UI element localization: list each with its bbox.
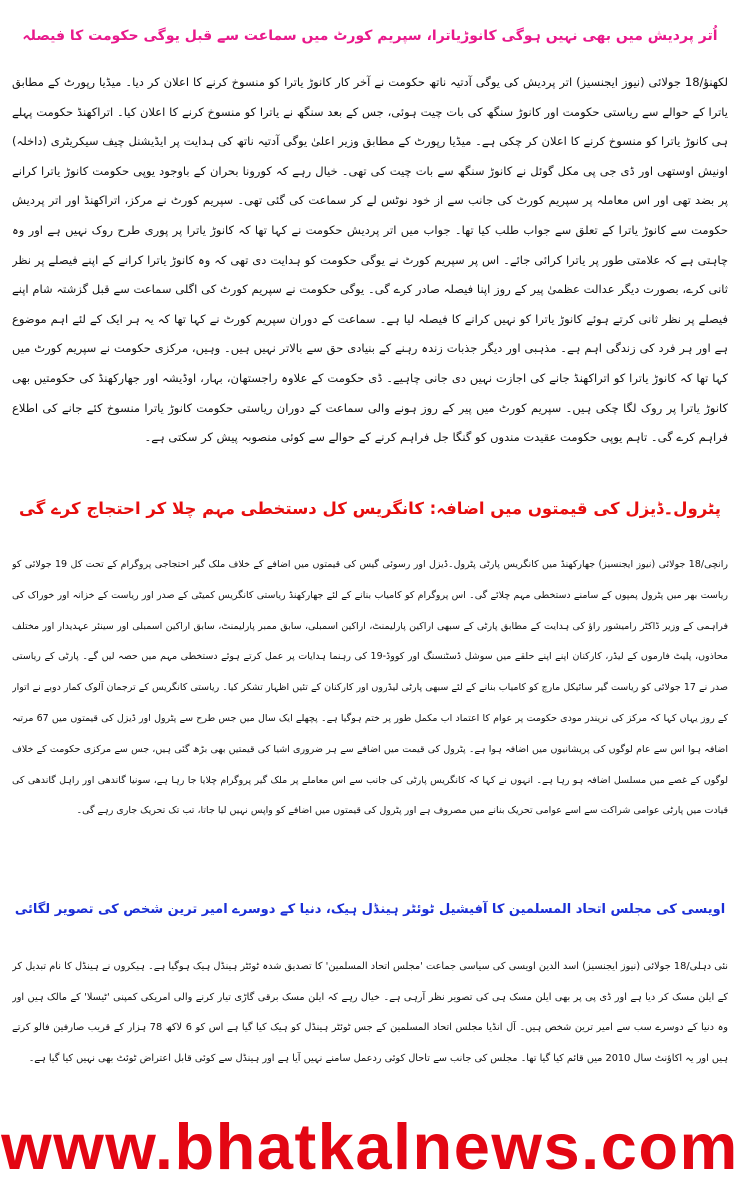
article1-headline: اُتر پردیش میں بھی نہیں ہوگی کانوڑیاترا، سپریم کورٹ میں سماعت سے قبل یوگی حکومت کا فیصلہ (22, 28, 718, 44)
article3-body: نئی دہلی/18 جولائی (نیوز ایجنسیز) اسد الدین اویسی کی سیاسی جماعت 'مجلس اتحاد المسلمین' کا تصدیق شدہ ٹوئٹر ہینڈل ہیک ہوگیا ہے۔ ہیکروں نے ہینڈل کا نام تبدیل کر کے ایلن مسک کر دیا ہے اور ڈی پی پر بھی ایلن مسک ہی کی تصویر نظر آرہی ہے۔ خیال رہے کہ ایلن مسک برقی گاڑی تیار کرنے والی امریکی کمپنی 'ٹیسلا' کے مالک ہیں اور وہ دنیا کے دوسرے سب سے امیر ترین شخص ہیں۔ آل انڈیا مجلس اتحاد المسلمین کے جس ٹوئٹر ہینڈل کو ہیک کیا گیا ہے اس کو 6 لاکھ 78 ہزار کے قریب صارفین فالو کرتے ہیں اور یہ اکاؤنٹ سال 2010 میں قائم کیا گیا تھا۔ مجلس کی جانب سے تاحال کوئی ردعمل سامنے نہیں آیا ہے اور ہینڈل سے کوئی قابل اعتراض ٹوئٹ بھی نہیں کیا گیا ہے۔ (12, 961, 728, 1064)
article2-headline: پٹرول۔ڈیزل کی قیمتوں میں اضافہ: کانگریس کل دستخطی مہم چلا کر احتجاج کرے گی (19, 499, 721, 518)
site-url-footer: www.bhatkalnews.com (1, 1112, 739, 1182)
article3-headline: اویسی کی مجلس اتحاد المسلمین کا آفیشیل ٹوئٹر ہینڈل ہیک، دنیا کے دوسرے امیر ترین شخص کی تصویر لگائی (14, 902, 726, 917)
article1-body: لکھنؤ/18 جولائی (نیوز ایجنسیز) اتر پردیش کی یوگی آدتیہ ناتھ حکومت نے آخر کار کانوڑ یاترا کو منسوخ کرنے کا اعلان کر دیا۔ میڈیا رپورٹ کے مطابق یاترا کے حوالے سے ریاستی حکومت اور کانوڑ سنگھ کی بات چیت ہوئی، جس کے بعد سنگھ نے یاترا کو منسوخ کرنے کا اعلان کیا۔ اتراکھنڈ حکومت پہلے ہی کانوڑ یاترا کو منسوخ کرنے کا اعلان کر چکی ہے۔ میڈیا رپورٹ کے مطابق وزیر اعلیٰ یوگی آدتیہ ناتھ کی ہدایت پر ایڈیشنل چیف سیکریٹری (داخلہ) اونیش اوستھی اور ڈی جی پی مکل گوئل نے کانوڑ سنگھ سے بات چیت کی تھی۔ خیال رہے کہ کورونا بحران کے باوجود یوپی حکومت کانوڑ یاترا کرانے پر بضد تھی اور اس معاملہ پر سپریم کورٹ کی جانب سے از خود نوٹس لے کر سماعت کی گئی تھی۔ سپریم کورٹ نے مرکز، اتراکھنڈ اور اتر پردیش حکومت سے کانوڑ یاترا کے تعلق سے جواب طلب کیا تھا۔ جواب میں اتر پردیش حکومت نے کہا تھا کہ کانوڑ یاترا پر پوری طرح روک نہیں ہے اور وہ چاہتی ہے کہ علامتی طور پر یاترا کرائی جائے۔ اس پر سپریم کورٹ نے یوگی حکومت کو ہدایت دی تھی کہ وہ کانوڑ یاترا کرانے کے اپنے فیصلے پر نظر ثانی کرے، بصورت دیگر عدالت عظمیٰ پیر کے روز اپنا فیصلہ صادر کرے گی۔ یوگی حکومت نے سپریم کورٹ کی اگلی سماعت سے قبل گزشتہ شام اپنے فیصلے پر نظر ثانی کرتے ہوئے کانوڑ یاترا کو نہیں کرانے کا فیصلہ لیا ہے۔ سماعت کے دوران سپریم کورٹ نے کہا تھا کہ یہ ہر ایک کے لئے اہم موضوع ہے اور ہر فرد کی زندگی اہم ہے۔ مذہبی اور دیگر جذبات زندہ رہنے کے بنیادی حق سے بالاتر نہیں ہیں۔ وہیں، مرکزی حکومت نے سپریم کورٹ میں کہا تھا کہ کانوڑ یاترا کو اتراکھنڈ جانے کی اجازت نہیں دی جانی چاہیے۔ ڈی حکومت کے علاوہ راجستھان، بہار، اوڈیشہ اور جھارکھنڈ کی حکومتیں بھی کانوڑ یاترا پر روک لگا چکی ہیں۔ سپریم کورٹ میں پیر کے روز ہونے والی سماعت کے دوران ریاستی حکومت کانوڑ یاترا منسوخ کئے جانے کی اطلاع فراہم کرے گی۔ تاہم یوپی حکومت عقیدت مندوں کو گنگا جل فراہم کرنے کے حوالے سے کوئی منصوبہ پیش کر سکتی ہے۔ (12, 75, 728, 445)
article2-body: رانچی/18 جولائی (نیوز ایجنسیز) جھارکھنڈ میں کانگریس پارٹی پٹرول۔ڈیزل اور رسوئی گیس کی قیمتوں میں اضافے کے خلاف ملک گیر احتجاجی پروگرام کے تحت کل 19 جولائی کو ریاست بھر میں پٹرول پمپوں کے سامنے دستخطی مہم چلائے گی۔ اس پروگرام کو کامیاب بنانے کے لئے جھارکھنڈ ریاستی کانگریس کمیٹی کے صدر اور ریاست کے خزانہ اور خوراک کی فراہمی کے وزیر ڈاکٹر رامیشور راؤ کی ہدایت کے مطابق پارٹی کے سبھی اراکین پارلیمنٹ، اراکین اسمبلی، سابق ممبر پارلیمنٹ، سابق اراکین اسمبلی اور سینئر عہدیدار اور مختلف محاذوں، پلیٹ فارموں کے لیڈر، کارکنان اپنے اپنے حلقے میں سوشل ڈسٹنسنگ اور کووڈ-19 کی رہنما ہدایات پر عمل کرتے ہوئے دستخطی مہم میں حصہ لیں گے۔ پارٹی کے ریاستی صدر نے 17 جولائی کو ریاست گیر سائیکل مارچ کو کامیاب بنانے کے لئے سبھی پارٹی لیڈروں اور کارکنان کے تئیں اظہار تشکر کیا۔ ریاستی کانگریس کے ترجمان آلوک کمار دوبے نے اتوار کے روز یہاں کہا کہ مرکز کی نریندر مودی حکومت پر عوام کا اعتماد اب مکمل طور پر ختم ہوگیا ہے۔ پچھلے ایک سال میں جس طرح سے پٹرول اور ڈیزل کی قیمتوں میں 67 مرتبہ اضافہ ہوا اس سے عام لوگوں کی پریشانیوں میں اضافہ ہوا ہے۔ پٹرول کی قیمت میں اضافے سے ہر ضروری اشیا کی قیمتیں بھی بڑھ گئی ہیں، جس سے مرکزی حکومت کے خلاف لوگوں کے غصے میں مسلسل اضافہ ہو رہا ہے۔ انہوں نے کہا کہ کانگریس پارٹی کی جانب سے اس معاملے پر ملک گیر پروگرام چلایا جا رہا ہے، سونیا گاندھی اور راہل گاندھی کی قیادت میں پارٹی عوامی شراکت سے اسے عوامی تحریک بنانے میں مصروف ہے اور پٹرول کی قیمتوں میں اضافے کو واپس نہیں لیا جاتا، تب تک تحریک جاری رہے گی۔ (12, 559, 728, 817)
